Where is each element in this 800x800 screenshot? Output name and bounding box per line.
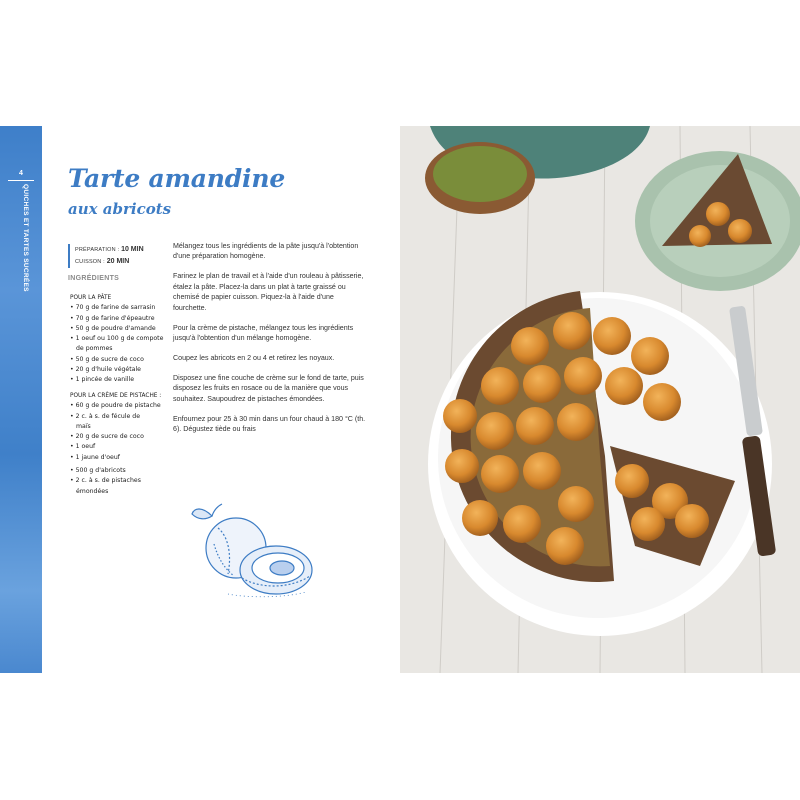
prep-time — [75, 244, 144, 256]
ingredient-line: émondées — [76, 487, 109, 495]
prep-value: 10 MIN — [121, 246, 144, 253]
ingredients-list — [70, 391, 170, 463]
ingredient-line: • 2 c. à s. de fécule de — [70, 412, 141, 420]
ingredient-line: POUR LA PÂTE — [70, 295, 112, 301]
ingredient-line: maïs — [76, 422, 91, 430]
ingredient-line: • 20 g de sucre de coco — [70, 433, 144, 441]
ingredient-line: • 1 oeuf ou 100 g de compote — [70, 335, 164, 343]
ingredient-line: • 70 g de farine de sarrasin — [70, 304, 156, 312]
ingredient-line: • 500 g d'abricots — [70, 467, 126, 474]
prep-label: PRÉPARATION : — [75, 247, 120, 253]
section-band — [0, 126, 42, 673]
recipe-subtitle: aux abricots — [68, 200, 172, 218]
ingredient-line: • 20 g d'huile végétale — [70, 366, 141, 374]
ingredients-list — [70, 293, 170, 386]
tart-photo — [400, 126, 800, 673]
recipe-step: Coupez les abricots en 2 ou 4 et retirez les noyaux. — [173, 354, 335, 363]
ingredient-line: • 1 jaune d'oeuf — [70, 453, 120, 461]
band-divider — [8, 180, 34, 181]
ingredient-line: • 50 g de sucre de coco — [70, 355, 144, 363]
ingredients-list — [70, 466, 170, 497]
cook-time — [75, 256, 144, 268]
ingredients-title: INGRÉDIENTS — [68, 275, 120, 282]
recipe-step: Enfournez pour 25 à 30 min dans un four chaud à 180 °C (th. 6). Dégustez tiède ou frais — [173, 414, 366, 434]
recipe-step: Mélangez tous les ingrédients de la pâte jusqu'à l'obtention d'une préparation homogène. — [173, 242, 359, 261]
section-title: QUICHES ET TARTES SUCRÉES — [22, 184, 29, 292]
apricot-illustration — [188, 498, 318, 606]
recipe-times — [68, 244, 144, 268]
recipe-title: Tarte amandine — [68, 164, 286, 193]
cook-label: CUISSON : — [75, 259, 105, 265]
recipe-step: Pour la crème de pistache, mélangez tous les ingrédients jusqu'à l'obtention d'un mélange homogène. — [173, 323, 354, 343]
ingredient-line: • 1 pincée de vanille — [70, 376, 135, 384]
ingredient-line: POUR LA CRÈME DE PISTACHE : — [70, 393, 162, 399]
ingredient-line: • 70 g de farine d'épeautre — [70, 314, 155, 322]
recipe-page — [0, 126, 400, 673]
ingredient-line: de pommes — [76, 345, 113, 353]
recipe-step: Disposez une fine couche de crème sur le fond de tarte, puis disposez les fruits en rosace ou de la manière que vous souhaitez. Saupoudrez de pistaches émondées. — [173, 374, 364, 403]
recipe-steps — [173, 241, 369, 444]
ingredient-line: • 60 g de poudre de pistache — [70, 402, 161, 410]
page-number: 4 — [19, 170, 23, 177]
photo-illustration — [400, 126, 800, 673]
ingredient-line: • 1 oeuf — [70, 443, 96, 451]
cook-value: 20 MIN — [106, 258, 130, 265]
ingredient-line: • 50 g de poudre d'amande — [70, 324, 156, 332]
recipe-step: Farinez le plan de travail et à l'aide d'un rouleau à pâtisserie, étalez la pâte. Placez-la dans un plat à tarte graissé ou chemisé de papier cuisson. Piquez-la à l'aide d'une fourchette. — [173, 272, 364, 312]
ingredient-line: • 2 c. à s. de pistaches — [70, 477, 141, 485]
book-spread — [0, 126, 800, 673]
